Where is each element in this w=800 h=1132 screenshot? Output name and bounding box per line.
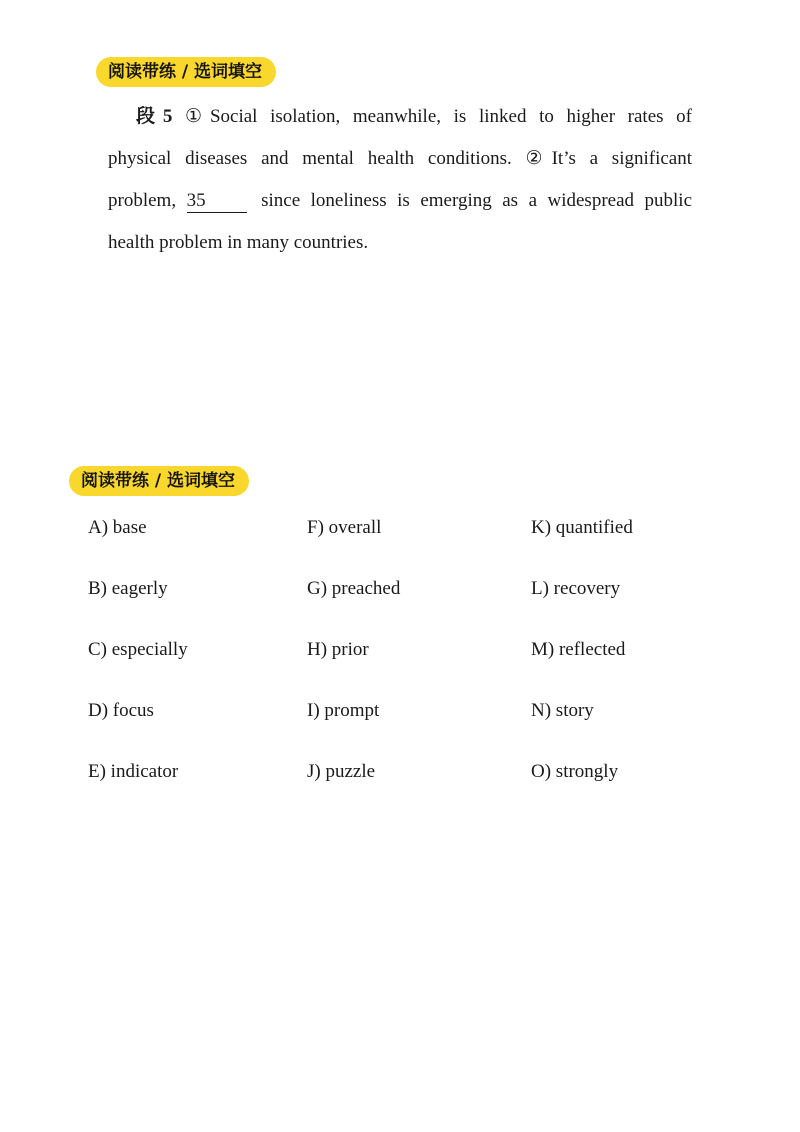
word-bank — [88, 510, 728, 820]
paragraph-tag: 段5 — [136, 106, 173, 127]
option-g[interactable]: G) preached — [307, 578, 401, 599]
option-n[interactable]: N) story — [531, 700, 594, 721]
passage-line-3 — [108, 180, 692, 222]
option-c[interactable]: C) especially — [88, 639, 188, 660]
option-d[interactable]: D) focus — [88, 700, 154, 721]
option-m[interactable]: M) reflected — [531, 639, 626, 660]
passage-line-1 — [108, 96, 692, 138]
option-l[interactable]: L) recovery — [531, 578, 621, 599]
passage-line-2: physical diseases and mental health conditions. ②It’s a significant — [108, 148, 692, 169]
option-b[interactable]: B) eagerly — [88, 578, 168, 599]
blank-35[interactable]: 35 — [187, 190, 247, 213]
section-badge-reading-practice: 阅读带练 / 选词填空 — [96, 57, 276, 87]
option-i[interactable]: I) prompt — [307, 700, 380, 721]
option-o[interactable]: O) strongly — [531, 761, 619, 782]
option-a[interactable]: A) base — [88, 517, 147, 538]
option-k[interactable]: K) quantified — [531, 517, 633, 538]
option-f[interactable]: F) overall — [307, 517, 382, 538]
passage-line-3-prefix: problem, — [108, 190, 177, 211]
option-e[interactable]: E) indicator — [88, 761, 179, 782]
option-j[interactable]: J) puzzle — [307, 761, 376, 782]
passage-paragraph — [108, 96, 692, 264]
passage-line-1-text: ①Social isolation, meanwhile, is linked to higher rates of — [185, 106, 692, 127]
option-h[interactable]: H) prior — [307, 639, 369, 660]
section-badge-word-bank: 阅读带练 / 选词填空 — [69, 466, 249, 496]
passage-line-4: health problem in many countries. — [108, 232, 369, 253]
passage-line-3-text: since loneliness is emerging as a widespread public — [261, 190, 693, 211]
